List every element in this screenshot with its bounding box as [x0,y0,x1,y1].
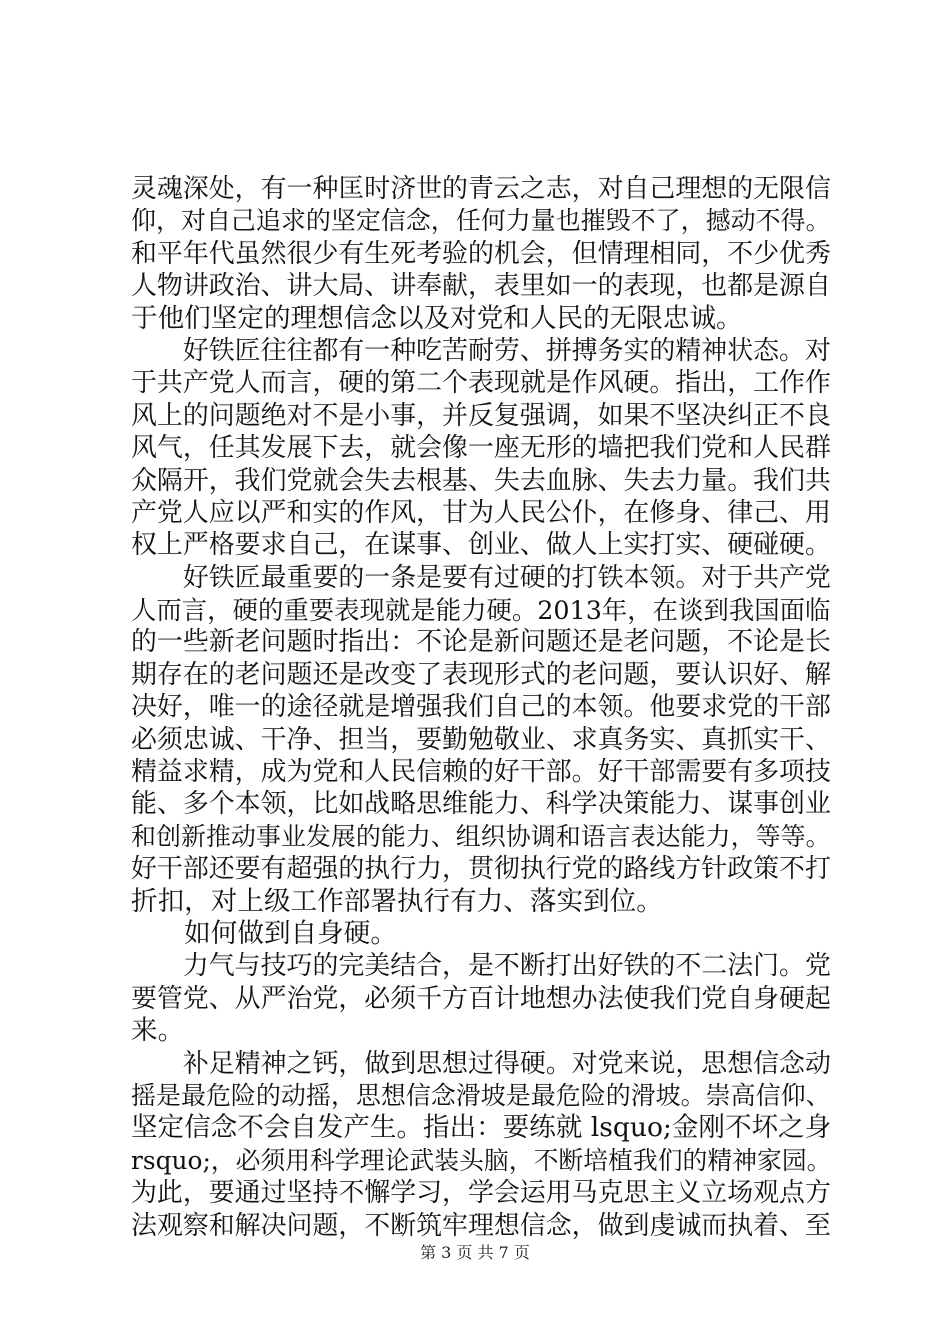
text-line: 于他们坚定的理想信念以及对党和人民的无限忠诚。 [131,302,743,334]
text-line: 为此，要通过坚持不懈学习，学会运用马克思主义立场观点方 [131,1178,831,1209]
text-line: 补足精神之钙，做到思想过得硬。对党来说，思想信念动 [131,1048,831,1079]
text-line: 的一些新老问题时指出：不论是新问题还是老问题，不论是长 [131,627,831,658]
text-line: 好铁匠往往都有一种吃苦耐劳、拼搏务实的精神状态。对 [131,335,831,366]
text-line: 权上严格要求自己，在谋事、创业、做人上实打实、硬碰硬。 [131,530,831,561]
text-line: 法观察和解决问题，不断筑牢理想信念，做到虔诚而执着、至 [131,1210,831,1241]
text-line: 折扣，对上级工作部署执行有力、落实到位。 [131,885,663,917]
text-line: 能、多个本领，比如战略思维能力、科学决策能力、谋事创业 [131,789,831,820]
text-line: 和平年代虽然很少有生死考验的机会，但情理相同，不少优秀 [131,238,831,269]
body-text [131,173,831,1242]
text-line: 于共产党人而言，硬的第二个表现就是作风硬。指出，工作作 [131,368,831,399]
text-line: 众隔开，我们党就会失去根基、失去血脉、失去力量。我们共 [131,465,831,496]
text-line: 仰，对自己追求的坚定信念，任何力量也摧毁不了，撼动不得。 [131,206,831,236]
text-line: 好干部还要有超强的执行力，贯彻执行党的路线方针政策不打 [131,854,831,885]
page-footer: 第 3 页 共 7 页 [420,1243,530,1262]
text-line: 精益求精，成为党和人民信赖的好干部。好干部需要有多项技 [131,757,831,788]
text-line: 摇是最危险的动摇，思想信念滑坡是最危险的滑坡。崇高信仰、 [131,1080,831,1110]
text-line: 好铁匠最重要的一条是要有过硬的打铁本领。对于共产党 [131,562,831,593]
text-line: 力气与技巧的完美结合，是不断打出好铁的不二法门。党 [131,951,831,982]
text-line: 人而言，硬的重要表现就是能力硬。2013年，在谈到我国面临 [131,595,831,626]
text-line: 要管党、从严治党，必须千方百计地想办法使我们党自身硬起 [131,983,831,1014]
text-line: 风气，任其发展下去，就会像一座无形的墙把我们党和人民群 [131,433,831,464]
text-line: 人物讲政治、讲大局、讲奉献，表里如一的表现，也都是源自 [131,271,831,302]
text-line: 来。 [131,1015,185,1047]
text-line: 风上的问题绝对不是小事，并反复强调，如果不坚决纠正不良 [131,400,831,431]
text-line: 灵魂深处，有一种匡时济世的青云之志，对自己理想的无限信 [131,174,831,204]
text-line: 决好，唯一的途径就是增强我们自己的本领。他要求党的干部 [131,692,831,723]
text-line: 产党人应以严和实的作风，甘为人民公仆，在修身、律己、用 [131,497,831,528]
text-line: 和创新推动事业发展的能力、组织协调和语言表达能力，等等。 [131,821,831,851]
text-line: rsquo;，必须用科学理论武装头脑，不断培植我们的精神家园。 [131,1145,832,1175]
text-line: 必须忠诚、干净、担当，要勤勉敬业、求真务实、真抓实干、 [131,724,831,755]
text-line: 期存在的老问题还是改变了表现形式的老问题，要认识好、解 [131,659,831,690]
text-line: 坚定信念不会自发产生。指出：要练就 lsquo;金刚不坏之身 [131,1112,832,1144]
text-line: 如何做到自身硬。 [131,917,397,949]
